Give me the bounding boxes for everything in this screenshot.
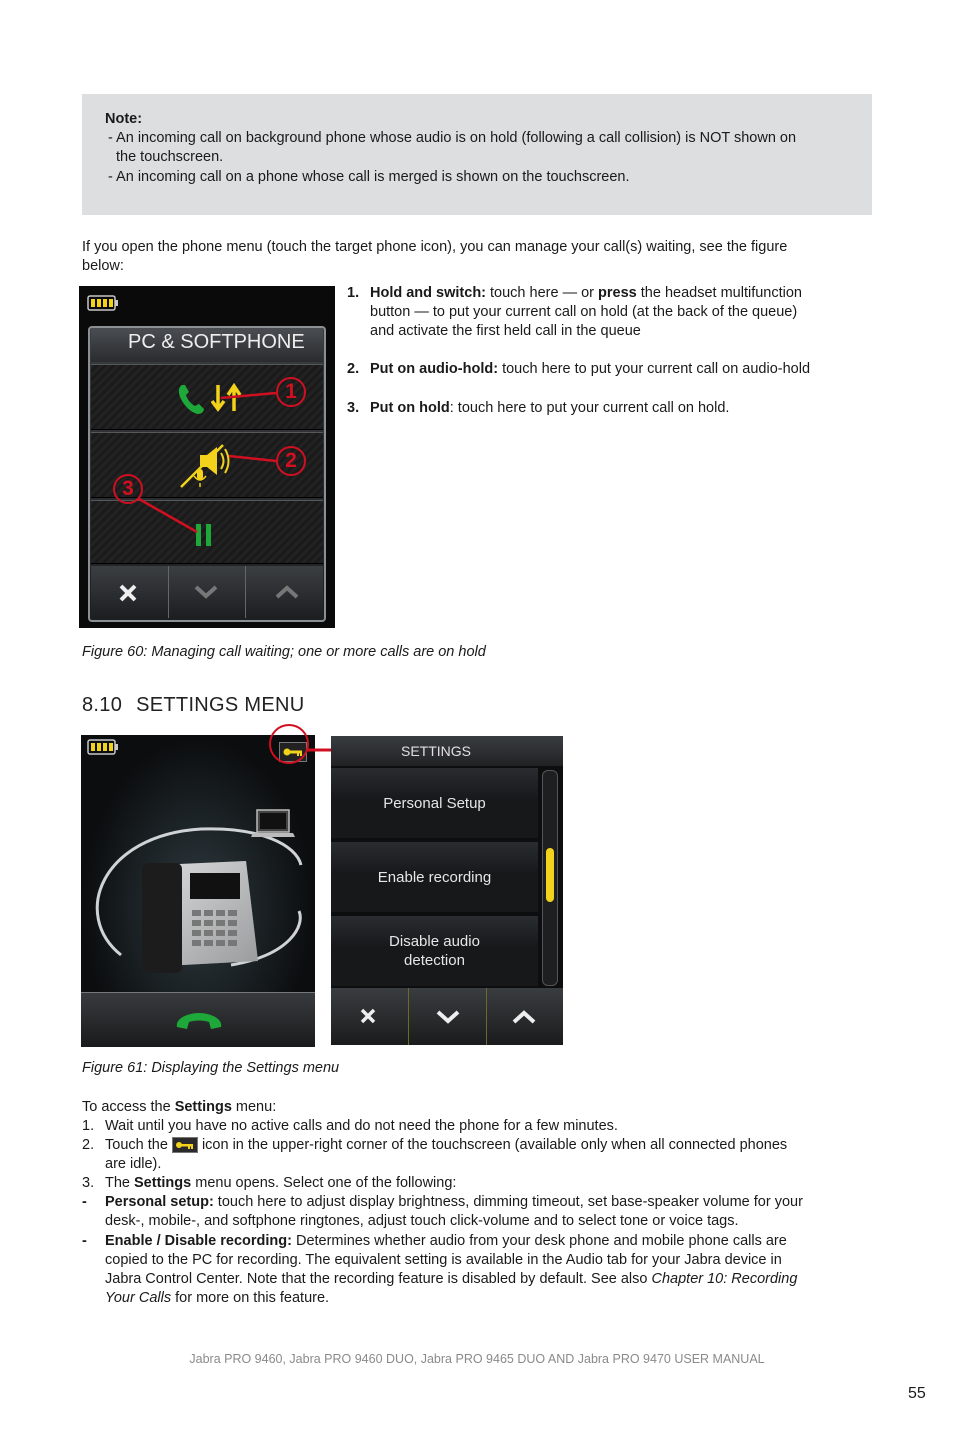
hold-list-text-3 xyxy=(370,399,729,418)
item-number: 1. xyxy=(347,285,360,301)
item-label: Put on audio-hold: xyxy=(370,361,499,377)
page-number: 55 xyxy=(908,1385,926,1402)
item-label: Enable recording xyxy=(377,868,492,886)
text: for more on this feature. xyxy=(171,1290,330,1306)
settings-screen xyxy=(331,736,563,1045)
recording-desc-cont xyxy=(105,1270,797,1289)
text: Chapter 10: Recording xyxy=(651,1271,798,1287)
phone-handset-icon xyxy=(173,1009,225,1031)
item-number: 3. xyxy=(347,400,360,416)
footer-text: Jabra PRO 9460, Jabra PRO 9460 DUO, Jabra PRO 9465 DUO AND Jabra PRO 9470 USER MANUAL xyxy=(189,1352,765,1366)
section-title: SETTINGS MENU xyxy=(136,694,305,716)
item-text: : touch here to put your current call on hold. xyxy=(449,400,730,416)
callout-2: 2 xyxy=(276,446,306,476)
disable-audio-detection-item[interactable] xyxy=(331,916,538,986)
home-screen xyxy=(81,735,315,1046)
text: Settings xyxy=(134,1175,192,1191)
note-line: - An incoming call on background phone whose audio is on hold (following a call collision) is NOT shown on xyxy=(108,130,797,146)
step-2 xyxy=(105,1136,787,1155)
text: Enable / Disable recording: xyxy=(105,1233,292,1249)
item-label: Personal Setup xyxy=(383,794,486,812)
laptop-icon xyxy=(251,808,297,842)
enable-recording-item[interactable] xyxy=(331,842,538,912)
recording-desc xyxy=(105,1232,787,1251)
text: Personal setup: xyxy=(105,1194,214,1210)
item-text: touch here — or xyxy=(486,285,599,301)
section-heading xyxy=(82,694,305,717)
settings-title: SETTINGS xyxy=(400,743,471,759)
note-title: Note: xyxy=(105,111,143,127)
text: Determines whether audio from your desk phone and mobile phone calls are xyxy=(291,1233,787,1249)
personal-setup-desc xyxy=(105,1193,803,1212)
text: menu: xyxy=(231,1099,277,1115)
chevron-up-icon[interactable] xyxy=(512,1010,536,1024)
recording-desc-cont xyxy=(105,1289,329,1308)
text: To access the xyxy=(82,1099,175,1115)
step-number: 2. xyxy=(82,1137,95,1153)
bullet-dash: - xyxy=(82,1233,87,1249)
text: Touch the xyxy=(105,1137,172,1153)
text: Settings xyxy=(174,1099,232,1115)
step-3 xyxy=(105,1174,456,1193)
note-line: - An incoming call on a phone whose call is merged is shown on the touchscreen. xyxy=(108,169,630,185)
intro-line: below: xyxy=(82,258,124,274)
step-1: Wait until you have no active calls and do not need the phone for a few minutes. xyxy=(105,1118,618,1134)
personal-setup-item[interactable] xyxy=(331,768,538,838)
divider xyxy=(486,988,487,1045)
item-label: press xyxy=(598,285,637,301)
text: Your Calls xyxy=(105,1290,172,1306)
item-text: touch here to put your current call on audio-hold xyxy=(498,361,811,377)
text: Jabra Control Center. Note that the recording feature is disabled by default. See also xyxy=(105,1271,652,1287)
close-icon[interactable] xyxy=(360,1008,376,1024)
text: touch here to adjust display brightness, dimming timeout, set base-speaker volume for your xyxy=(213,1194,803,1210)
figure61-caption: Figure 61: Displaying the Settings menu xyxy=(82,1060,340,1076)
hold-list-text-2 xyxy=(370,360,810,379)
step-number: 3. xyxy=(82,1175,95,1191)
divider xyxy=(408,988,409,1045)
item-label: Hold and switch: xyxy=(370,285,486,301)
hold-list-text-1b: button — to put your current call on hold (at the back of the queue) xyxy=(370,304,798,320)
text: menu opens. Select one of the following: xyxy=(191,1175,457,1191)
callout-1: 1 xyxy=(276,377,306,407)
note-line: the touchscreen. xyxy=(116,149,224,165)
item-label: Disable audio xyxy=(389,933,480,950)
item-text: the headset multifunction xyxy=(636,285,802,301)
callout-3: 3 xyxy=(113,474,143,504)
intro-line: If you open the phone menu (touch the target phone icon), you can manage your call(s) waiting, see the figure xyxy=(82,239,788,255)
hold-list-item-1 xyxy=(347,284,359,303)
chevron-down-icon[interactable] xyxy=(436,1010,460,1024)
item-number: 2. xyxy=(347,361,360,377)
highlight-ring xyxy=(269,724,309,764)
recording-desc-cont: copied to the PC for recording. The equivalent setting is available in the Audio tab for your Jabra device in xyxy=(105,1252,782,1268)
personal-setup-desc-cont: desk-, mobile-, and softphone ringtones, adjust touch click-volume and to select tone or voice tags. xyxy=(105,1213,739,1229)
section-number: 8.10 xyxy=(82,694,123,716)
text: icon in the upper-right corner of the touchscreen (available only when all connected phones xyxy=(197,1137,788,1153)
screen-title: PC & SOFTPHONE xyxy=(128,331,305,353)
access-intro xyxy=(82,1098,276,1117)
hold-list-text-1 xyxy=(370,284,870,303)
desk-phone-icon xyxy=(136,855,266,985)
item-label: Put on hold xyxy=(370,400,450,416)
bullet-dash: - xyxy=(82,1194,87,1210)
item-label: detection xyxy=(404,952,465,969)
scrollbar-thumb[interactable] xyxy=(546,848,554,902)
settings-key-icon xyxy=(172,1137,198,1153)
step-2-cont: are idle). xyxy=(105,1156,162,1172)
text: The xyxy=(105,1175,135,1191)
hold-list-text-1c: and activate the first held call in the queue xyxy=(370,323,641,339)
figure60-caption: Figure 60: Managing call waiting; one or more calls are on hold xyxy=(82,644,486,660)
step-number: 1. xyxy=(82,1118,95,1134)
battery-icon xyxy=(87,739,119,755)
